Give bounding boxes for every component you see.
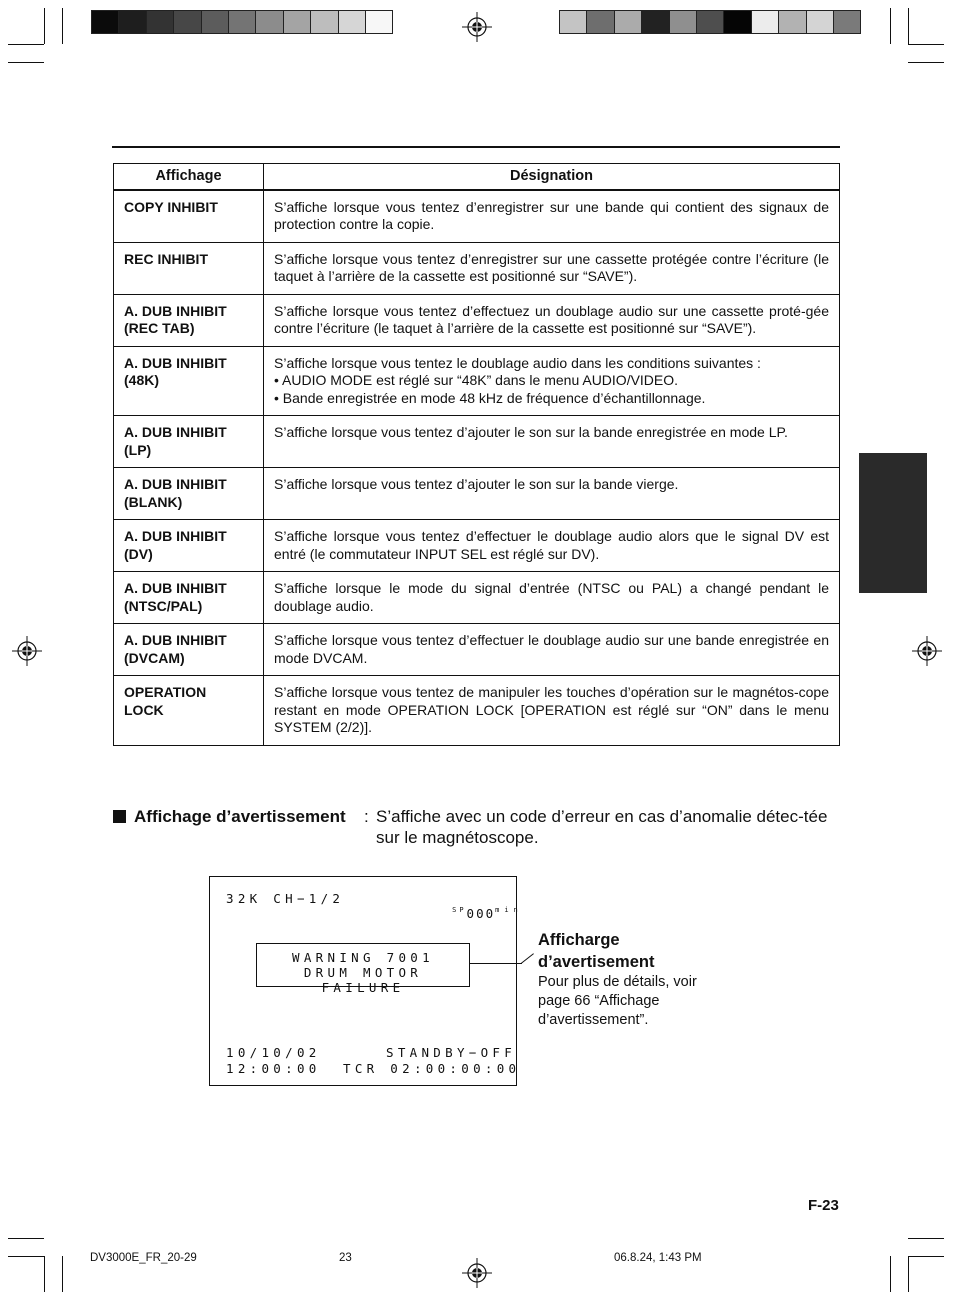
- calibration-swatch: [173, 10, 201, 34]
- crop-mark: [62, 1256, 63, 1292]
- registration-mark-icon: [462, 12, 492, 42]
- table-row: [114, 346, 840, 416]
- calibration-swatch: [201, 10, 229, 34]
- table-row: [114, 242, 840, 294]
- designation-cell: [264, 520, 840, 572]
- header-affichage: Affichage: [114, 164, 264, 190]
- registration-mark-icon: [462, 1258, 492, 1288]
- designation-cell: [264, 242, 840, 294]
- screen-tcr: TCR 02:00:00:00: [343, 1061, 521, 1076]
- calibration-swatch: [641, 10, 669, 34]
- designation-cell: [264, 468, 840, 520]
- top-rule: [112, 146, 840, 148]
- warning-section-title: Affichage d’avertissement: [134, 807, 346, 826]
- callout-title-line1: Afficharge: [538, 931, 620, 949]
- display-message-text: A. DUB INHIBIT: [124, 302, 227, 319]
- designation-cell: [264, 676, 840, 746]
- screen-sp-suffix: min: [495, 906, 523, 914]
- designation-text: S’affiche lorsque vous tentez le doublage audio dans les conditions suivantes :: [274, 354, 761, 371]
- callout: [538, 930, 738, 1030]
- table-row: [114, 676, 840, 746]
- screen-sp-value: 000: [466, 906, 496, 921]
- designation-text: S’affiche lorsque vous tentez d’effectuer le doublage audio alors que le signal DV est entré (le commutateur INPUT SEL est réglé sur DV).: [274, 528, 829, 562]
- table-row: [114, 294, 840, 346]
- message-table: [113, 163, 840, 746]
- screen-audio-channel: 32K CH−1/2: [226, 891, 345, 906]
- table-row: [114, 416, 840, 468]
- display-message-text: OPERATION: [124, 684, 207, 700]
- warning-code: WARNING 7001: [292, 950, 434, 965]
- table-row: [114, 572, 840, 624]
- display-message-text: A. DUB INHIBIT: [124, 354, 227, 371]
- screen-date: 10/10/02: [226, 1045, 321, 1060]
- calibration-swatch: [283, 10, 311, 34]
- crop-mark: [62, 8, 63, 44]
- calibration-swatch: [338, 10, 366, 34]
- display-message-text: A. DUB INHIBIT: [124, 632, 227, 648]
- designation-text: S’affiche lorsque le mode du signal d’entrée (NTSC ou PAL) a changé pendant le doublage audio.: [274, 580, 829, 614]
- crop-mark: [8, 1238, 44, 1239]
- display-message-cell: [114, 190, 264, 243]
- display-message-text: A. DUB INHIBIT: [124, 528, 227, 544]
- bullet-square-icon: [113, 810, 126, 823]
- designation-text: S’affiche lorsque vous tentez de manipuler les touches d’opération sur le magnétos-cope restant en mode OPERATION LOCK [OPERATION est réglé sur “ON” dans le menu SYSTEM (2/2)].: [274, 684, 829, 735]
- calibration-swatch: [146, 10, 174, 34]
- crop-mark: [8, 62, 44, 63]
- callout-leader-line: [521, 953, 534, 964]
- footer-datetime: 06.8.24, 1:43 PM: [614, 1252, 702, 1264]
- crop-mark: [890, 1256, 891, 1292]
- table-row: [114, 624, 840, 676]
- calibration-swatch: [310, 10, 338, 34]
- designation-text: S’affiche lorsque vous tentez d’effectuez un doublage audio sur une cassette proté-gée contre l’écriture (le taquet à l’arrière de la cassette est positionné sur “SAVE”).: [274, 302, 829, 336]
- table-row: [114, 190, 840, 243]
- designation-cell: [264, 346, 840, 416]
- calibration-swatch: [696, 10, 724, 34]
- callout-text: Pour plus de détails, voir page 66 “Affichage d’avertissement”.: [538, 974, 697, 1028]
- calibration-swatch: [365, 10, 393, 34]
- table-row: [114, 520, 840, 572]
- page-number: F-23: [808, 1197, 839, 1214]
- display-message-cell: [114, 416, 264, 468]
- designation-cell: [264, 624, 840, 676]
- calibration-swatch: [751, 10, 779, 34]
- callout-title-line2: d’avertisement: [538, 952, 655, 971]
- footer-file-name: DV3000E_FR_20-29: [90, 1252, 197, 1264]
- section-side-tab: [859, 453, 927, 593]
- warning-description: DRUM MOTOR FAILURE: [303, 965, 423, 995]
- display-message-text: (BLANK): [124, 493, 183, 510]
- calibration-swatch: [559, 10, 587, 34]
- warning-section-description: S’affiche avec un code d’erreur en cas d’anomalie détec-tée sur le magnétoscope.: [376, 807, 828, 847]
- calibration-swatch: [255, 10, 283, 34]
- display-message-text: (DV): [124, 545, 153, 562]
- table-body: [114, 190, 840, 746]
- designation-cell: [264, 294, 840, 346]
- footer-page: 23: [339, 1252, 352, 1264]
- display-message-text: A. DUB INHIBIT: [124, 476, 227, 492]
- calibration-swatch: [228, 10, 256, 34]
- designation-text: • Bande enregistrée en mode 48 kHz de fréquence d’échantillonnage.: [274, 389, 706, 406]
- display-message-text: (NTSC/PAL): [124, 597, 203, 614]
- designation-text: S’affiche lorsque vous tentez d’ajouter le son sur la bande vierge.: [274, 476, 679, 492]
- display-message-cell: [114, 572, 264, 624]
- screen-sp-prefix: SP: [452, 906, 467, 914]
- display-message-text: LOCK: [124, 701, 164, 718]
- crop-mark: [908, 1256, 944, 1257]
- display-message-text: (48K): [124, 372, 160, 388]
- designation-text: S’affiche lorsque vous tentez d’effectuer le doublage audio sur une bande enregistrée en mode DVCAM.: [274, 632, 829, 666]
- calibration-swatch: [669, 10, 697, 34]
- calibration-swatch: [806, 10, 834, 34]
- designation-text: S’affiche lorsque vous tentez d’enregistrer sur une cassette protégée contre l’écriture (le taquet à l’arrière de la cassette est positionné sur “SAVE”).: [274, 250, 829, 284]
- crop-mark: [908, 1238, 944, 1239]
- display-message-text: A. DUB INHIBIT: [124, 580, 227, 596]
- screen-display-diagram: [209, 876, 523, 1086]
- crop-mark: [44, 1256, 45, 1292]
- calibration-swatch: [118, 10, 146, 34]
- registration-mark-icon: [12, 636, 42, 666]
- display-message-text: (REC TAB): [124, 320, 195, 336]
- crop-mark: [44, 8, 45, 44]
- callout-leader-line: [470, 963, 522, 964]
- display-message-cell: [114, 346, 264, 416]
- designation-text: • AUDIO MODE est réglé sur “48K” dans le menu AUDIO/VIDEO.: [274, 372, 679, 388]
- crop-mark: [8, 1256, 44, 1257]
- crop-mark: [908, 8, 909, 44]
- designation-cell: [264, 572, 840, 624]
- display-message-text: COPY INHIBIT: [124, 198, 218, 215]
- screen-time: 12:00:00: [226, 1061, 321, 1076]
- display-message-text: REC INHIBIT: [124, 250, 208, 267]
- calibration-swatch: [723, 10, 751, 34]
- calibration-swatch: [614, 10, 642, 34]
- table-row: [114, 468, 840, 520]
- table-header-row: [114, 164, 840, 190]
- display-message-cell: [114, 294, 264, 346]
- crop-mark: [890, 8, 891, 44]
- display-message-cell: [114, 242, 264, 294]
- screen-standby: STANDBY−OFF: [386, 1045, 517, 1060]
- display-message-text: (LP): [124, 441, 152, 458]
- calibration-swatch: [586, 10, 614, 34]
- warning-section-colon: :: [364, 807, 369, 826]
- crop-mark: [908, 62, 944, 63]
- display-message-cell: [114, 676, 264, 746]
- calibration-swatch: [833, 10, 861, 34]
- display-message-cell: [114, 468, 264, 520]
- header-designation: Désignation: [264, 164, 840, 190]
- display-message-text: A. DUB INHIBIT: [124, 424, 227, 440]
- crop-mark: [908, 44, 944, 45]
- warning-message-box: [256, 943, 470, 995]
- calibration-swatch: [91, 10, 119, 34]
- crop-mark: [908, 1256, 909, 1292]
- display-message-text: (DVCAM): [124, 649, 185, 666]
- registration-mark-icon: [912, 636, 942, 666]
- calibration-swatch: [778, 10, 806, 34]
- display-message-cell: [114, 624, 264, 676]
- designation-cell: [264, 190, 840, 243]
- designation-text: S’affiche lorsque vous tentez d’ajouter le son sur la bande enregistrée en mode LP.: [274, 424, 788, 440]
- designation-cell: [264, 416, 840, 468]
- crop-mark: [8, 44, 44, 45]
- designation-text: S’affiche lorsque vous tentez d’enregistrer sur une bande qui contient des signaux de protection contre la copie.: [274, 198, 829, 232]
- screen-sp-remaining: [418, 891, 523, 936]
- display-message-cell: [114, 520, 264, 572]
